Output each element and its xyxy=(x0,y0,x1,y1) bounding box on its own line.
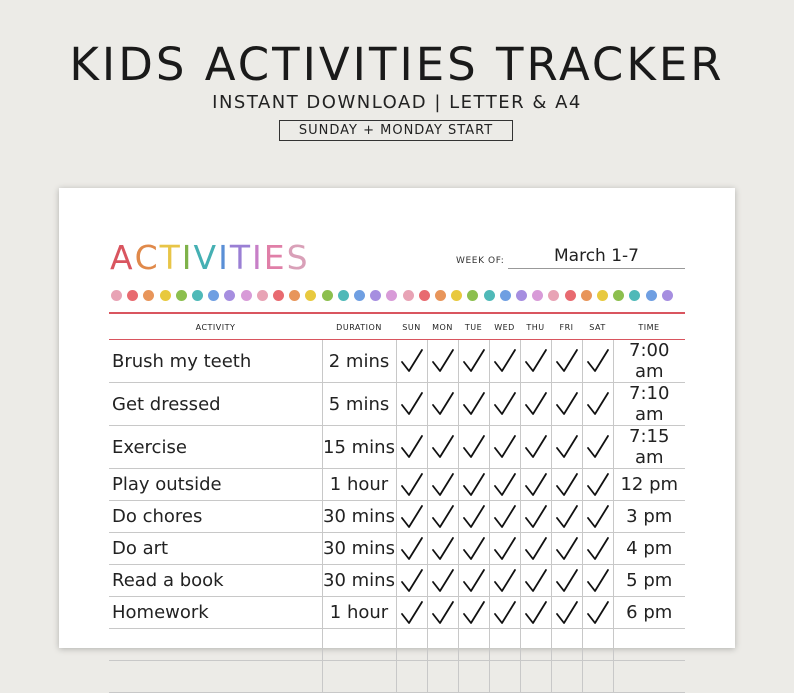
time-cell[interactable]: 7:00 am xyxy=(613,340,685,383)
dot xyxy=(597,290,608,301)
duration-cell[interactable]: 1 hour xyxy=(322,597,396,629)
day-checkbox-cell[interactable] xyxy=(520,426,551,469)
checkmark-icon xyxy=(586,348,610,374)
day-checkbox-cell[interactable] xyxy=(427,533,458,565)
duration-cell[interactable]: 15 mins xyxy=(322,426,396,469)
checkmark-icon xyxy=(524,348,548,374)
day-checkbox-cell[interactable] xyxy=(427,340,458,383)
title-letter: T xyxy=(159,238,182,277)
day-checkbox-cell[interactable] xyxy=(551,629,582,661)
checkmark-icon xyxy=(493,600,517,626)
dot xyxy=(646,290,657,301)
dot xyxy=(354,290,365,301)
dot xyxy=(403,290,414,301)
duration-cell[interactable]: 30 mins xyxy=(322,501,396,533)
checkmark-icon xyxy=(586,536,610,562)
tracker-sheet xyxy=(59,188,735,648)
day-checkbox-cell[interactable] xyxy=(427,597,458,629)
duration-cell[interactable]: 1 hour xyxy=(322,469,396,501)
checkmark-icon xyxy=(555,504,579,530)
checkmark-icon xyxy=(462,434,486,460)
dot xyxy=(305,290,316,301)
day-checkbox-cell[interactable] xyxy=(396,533,427,565)
duration-cell[interactable] xyxy=(322,629,396,661)
day-checkbox-cell[interactable] xyxy=(489,426,520,469)
checkmark-icon xyxy=(493,472,517,498)
dot xyxy=(613,290,624,301)
duration-cell[interactable]: 2 mins xyxy=(322,340,396,383)
dot xyxy=(467,290,478,301)
day-checkbox-cell[interactable] xyxy=(551,340,582,383)
day-checkbox-cell[interactable] xyxy=(458,383,489,426)
activity-cell[interactable]: Brush my teeth xyxy=(109,340,322,383)
day-checkbox-cell[interactable] xyxy=(489,565,520,597)
dot xyxy=(111,290,122,301)
checkmark-icon xyxy=(555,391,579,417)
activity-cell[interactable] xyxy=(109,661,322,693)
dot xyxy=(289,290,300,301)
activity-cell[interactable]: Do art xyxy=(109,533,322,565)
activity-cell[interactable]: Homework xyxy=(109,597,322,629)
day-checkbox-cell[interactable] xyxy=(520,501,551,533)
dot xyxy=(500,290,511,301)
checkmark-icon xyxy=(400,472,424,498)
dot xyxy=(338,290,349,301)
day-checkbox-cell[interactable] xyxy=(582,597,613,629)
checkmark-icon xyxy=(431,568,455,594)
checkmark-icon xyxy=(431,391,455,417)
day-checkbox-cell[interactable] xyxy=(427,629,458,661)
checkmark-icon xyxy=(431,472,455,498)
column-header: FRI xyxy=(551,315,582,340)
dot xyxy=(451,290,462,301)
checkmark-icon xyxy=(555,434,579,460)
day-checkbox-cell[interactable] xyxy=(520,533,551,565)
day-checkbox-cell[interactable] xyxy=(458,533,489,565)
day-checkbox-cell[interactable] xyxy=(520,469,551,501)
day-checkbox-cell[interactable] xyxy=(551,597,582,629)
dot xyxy=(322,290,333,301)
dot xyxy=(176,290,187,301)
day-checkbox-cell[interactable] xyxy=(520,383,551,426)
dot xyxy=(516,290,527,301)
day-checkbox-cell[interactable] xyxy=(458,469,489,501)
title-letter: V xyxy=(193,238,219,277)
day-checkbox-cell[interactable] xyxy=(458,501,489,533)
day-checkbox-cell[interactable] xyxy=(489,469,520,501)
checkmark-icon xyxy=(524,434,548,460)
checkmark-icon xyxy=(431,434,455,460)
dot xyxy=(224,290,235,301)
day-checkbox-cell[interactable] xyxy=(551,533,582,565)
checkmark-icon xyxy=(555,568,579,594)
day-checkbox-cell[interactable] xyxy=(582,426,613,469)
checkmark-icon xyxy=(586,391,610,417)
checkmark-icon xyxy=(493,536,517,562)
day-checkbox-cell[interactable] xyxy=(396,565,427,597)
duration-cell[interactable]: 30 mins xyxy=(322,533,396,565)
checkmark-icon xyxy=(524,600,548,626)
checkmark-icon xyxy=(524,472,548,498)
time-cell[interactable]: 4 pm xyxy=(613,533,685,565)
column-header: SUN xyxy=(396,315,427,340)
table-row xyxy=(109,565,685,597)
day-checkbox-cell[interactable] xyxy=(427,565,458,597)
checkmark-icon xyxy=(493,568,517,594)
title-letter: E xyxy=(263,238,287,277)
title-letter: S xyxy=(286,238,310,277)
activity-cell[interactable]: Play outside xyxy=(109,469,322,501)
checkmark-icon xyxy=(524,391,548,417)
day-checkbox-cell[interactable] xyxy=(520,629,551,661)
column-header: SAT xyxy=(582,315,613,340)
day-checkbox-cell[interactable] xyxy=(489,533,520,565)
table-row xyxy=(109,661,685,693)
checkmark-icon xyxy=(493,391,517,417)
activity-cell[interactable]: Do chores xyxy=(109,501,322,533)
checkmark-icon xyxy=(555,348,579,374)
time-cell[interactable] xyxy=(613,661,685,693)
table-row xyxy=(109,469,685,501)
checkmark-icon xyxy=(586,434,610,460)
day-checkbox-cell[interactable] xyxy=(551,661,582,693)
checkmark-icon xyxy=(586,568,610,594)
title-letter: I xyxy=(181,238,194,277)
day-checkbox-cell[interactable] xyxy=(582,340,613,383)
dot xyxy=(192,290,203,301)
column-header: TUE xyxy=(458,315,489,340)
table-row xyxy=(109,629,685,661)
checkmark-icon xyxy=(400,391,424,417)
day-checkbox-cell[interactable] xyxy=(582,501,613,533)
dot xyxy=(484,290,495,301)
day-checkbox-cell[interactable] xyxy=(396,469,427,501)
day-checkbox-cell[interactable] xyxy=(489,661,520,693)
checkmark-icon xyxy=(586,600,610,626)
day-checkbox-cell[interactable] xyxy=(396,661,427,693)
day-checkbox-cell[interactable] xyxy=(489,597,520,629)
day-checkbox-cell[interactable] xyxy=(582,469,613,501)
header-divider xyxy=(109,312,685,314)
column-header: MON xyxy=(427,315,458,340)
day-checkbox-cell[interactable] xyxy=(458,629,489,661)
column-header: WED xyxy=(489,315,520,340)
checkmark-icon xyxy=(431,536,455,562)
column-header: TIME xyxy=(613,315,685,340)
dot xyxy=(127,290,138,301)
checkmark-icon xyxy=(400,348,424,374)
day-checkbox-cell[interactable] xyxy=(520,661,551,693)
day-checkbox-cell[interactable] xyxy=(489,629,520,661)
day-checkbox-cell[interactable] xyxy=(582,383,613,426)
table-row xyxy=(109,501,685,533)
activity-cell[interactable]: Get dressed xyxy=(109,383,322,426)
week-label: WEEK OF: xyxy=(456,256,505,266)
checkmark-icon xyxy=(462,348,486,374)
title-letter: I xyxy=(218,238,230,277)
time-cell[interactable] xyxy=(613,629,685,661)
checkmark-icon xyxy=(400,536,424,562)
day-checkbox-cell[interactable] xyxy=(582,661,613,693)
checkmark-icon xyxy=(400,434,424,460)
day-checkbox-cell[interactable] xyxy=(551,383,582,426)
time-cell[interactable]: 12 pm xyxy=(613,469,685,501)
title-letter: I xyxy=(252,238,264,277)
day-checkbox-cell[interactable] xyxy=(551,426,582,469)
checkmark-icon xyxy=(462,600,486,626)
main-title: KIDS ACTIVITIES TRACKER xyxy=(69,38,725,91)
time-cell[interactable]: 7:10 am xyxy=(613,383,685,426)
table-row xyxy=(109,340,685,383)
day-checkbox-cell[interactable] xyxy=(582,565,613,597)
activity-cell[interactable]: Exercise xyxy=(109,426,322,469)
day-checkbox-cell[interactable] xyxy=(520,597,551,629)
checkmark-icon xyxy=(524,536,548,562)
checkmark-icon xyxy=(555,536,579,562)
checkmark-icon xyxy=(586,504,610,530)
checkmark-icon xyxy=(555,600,579,626)
day-checkbox-cell[interactable] xyxy=(458,661,489,693)
day-checkbox-cell[interactable] xyxy=(427,383,458,426)
dot xyxy=(160,290,171,301)
day-checkbox-cell[interactable] xyxy=(427,469,458,501)
duration-cell[interactable]: 5 mins xyxy=(322,383,396,426)
start-day-badge: SUNDAY + MONDAY START xyxy=(279,120,513,141)
checkmark-icon xyxy=(431,504,455,530)
day-checkbox-cell[interactable] xyxy=(396,426,427,469)
checkmark-icon xyxy=(462,504,486,530)
checkmark-icon xyxy=(493,434,517,460)
checkmark-icon xyxy=(524,568,548,594)
dot xyxy=(370,290,381,301)
checkmark-icon xyxy=(493,348,517,374)
dot xyxy=(435,290,446,301)
checkmark-icon xyxy=(462,472,486,498)
dot xyxy=(419,290,430,301)
time-cell[interactable]: 6 pm xyxy=(613,597,685,629)
dot xyxy=(532,290,543,301)
checkmark-icon xyxy=(431,348,455,374)
title-letter: C xyxy=(134,238,160,277)
dot xyxy=(273,290,284,301)
day-checkbox-cell[interactable] xyxy=(427,426,458,469)
time-cell[interactable]: 5 pm xyxy=(613,565,685,597)
day-checkbox-cell[interactable] xyxy=(396,597,427,629)
day-checkbox-cell[interactable] xyxy=(489,340,520,383)
checkmark-icon xyxy=(462,568,486,594)
column-header: THU xyxy=(520,315,551,340)
time-cell[interactable]: 3 pm xyxy=(613,501,685,533)
day-checkbox-cell[interactable] xyxy=(396,383,427,426)
day-checkbox-cell[interactable] xyxy=(551,469,582,501)
checkmark-icon xyxy=(462,536,486,562)
day-checkbox-cell[interactable] xyxy=(551,565,582,597)
activity-cell[interactable] xyxy=(109,629,322,661)
table-row xyxy=(109,597,685,629)
day-checkbox-cell[interactable] xyxy=(427,501,458,533)
table-row xyxy=(109,533,685,565)
dot xyxy=(629,290,640,301)
dot xyxy=(386,290,397,301)
dot xyxy=(143,290,154,301)
checkmark-icon xyxy=(431,600,455,626)
day-checkbox-cell[interactable] xyxy=(489,501,520,533)
dot xyxy=(208,290,219,301)
checkmark-icon xyxy=(555,472,579,498)
table-row xyxy=(109,383,685,426)
dot xyxy=(662,290,673,301)
day-checkbox-cell[interactable] xyxy=(520,340,551,383)
activity-cell[interactable]: Read a book xyxy=(109,565,322,597)
subtitle: INSTANT DOWNLOAD | LETTER & A4 xyxy=(212,92,582,113)
title-letter: T xyxy=(229,238,253,277)
checkmark-icon xyxy=(462,391,486,417)
day-checkbox-cell[interactable] xyxy=(458,426,489,469)
checkmark-icon xyxy=(493,504,517,530)
checkmark-icon xyxy=(400,600,424,626)
checkmark-icon xyxy=(400,504,424,530)
day-checkbox-cell[interactable] xyxy=(458,597,489,629)
column-header: ACTIVITY xyxy=(109,315,322,340)
day-checkbox-cell[interactable] xyxy=(551,501,582,533)
day-checkbox-cell[interactable] xyxy=(458,340,489,383)
duration-cell[interactable]: 30 mins xyxy=(322,565,396,597)
day-checkbox-cell[interactable] xyxy=(489,383,520,426)
day-checkbox-cell[interactable] xyxy=(582,533,613,565)
day-checkbox-cell[interactable] xyxy=(520,565,551,597)
day-checkbox-cell[interactable] xyxy=(396,340,427,383)
duration-cell[interactable] xyxy=(322,661,396,693)
table-header-row xyxy=(109,315,685,340)
checkmark-icon xyxy=(400,568,424,594)
table-row xyxy=(109,426,685,469)
column-header: DURATION xyxy=(322,315,396,340)
dot xyxy=(548,290,559,301)
dot xyxy=(241,290,252,301)
time-cell[interactable]: 7:15 am xyxy=(613,426,685,469)
dot xyxy=(565,290,576,301)
day-checkbox-cell[interactable] xyxy=(396,629,427,661)
title-letter: A xyxy=(110,238,135,277)
activity-table xyxy=(109,315,685,693)
checkmark-icon xyxy=(586,472,610,498)
sheet-title xyxy=(110,238,310,277)
dot xyxy=(581,290,592,301)
checkmark-icon xyxy=(524,504,548,530)
day-checkbox-cell[interactable] xyxy=(427,661,458,693)
day-checkbox-cell[interactable] xyxy=(396,501,427,533)
dot xyxy=(257,290,268,301)
day-checkbox-cell[interactable] xyxy=(582,629,613,661)
week-value-field[interactable]: March 1-7 xyxy=(508,246,685,269)
day-checkbox-cell[interactable] xyxy=(458,565,489,597)
